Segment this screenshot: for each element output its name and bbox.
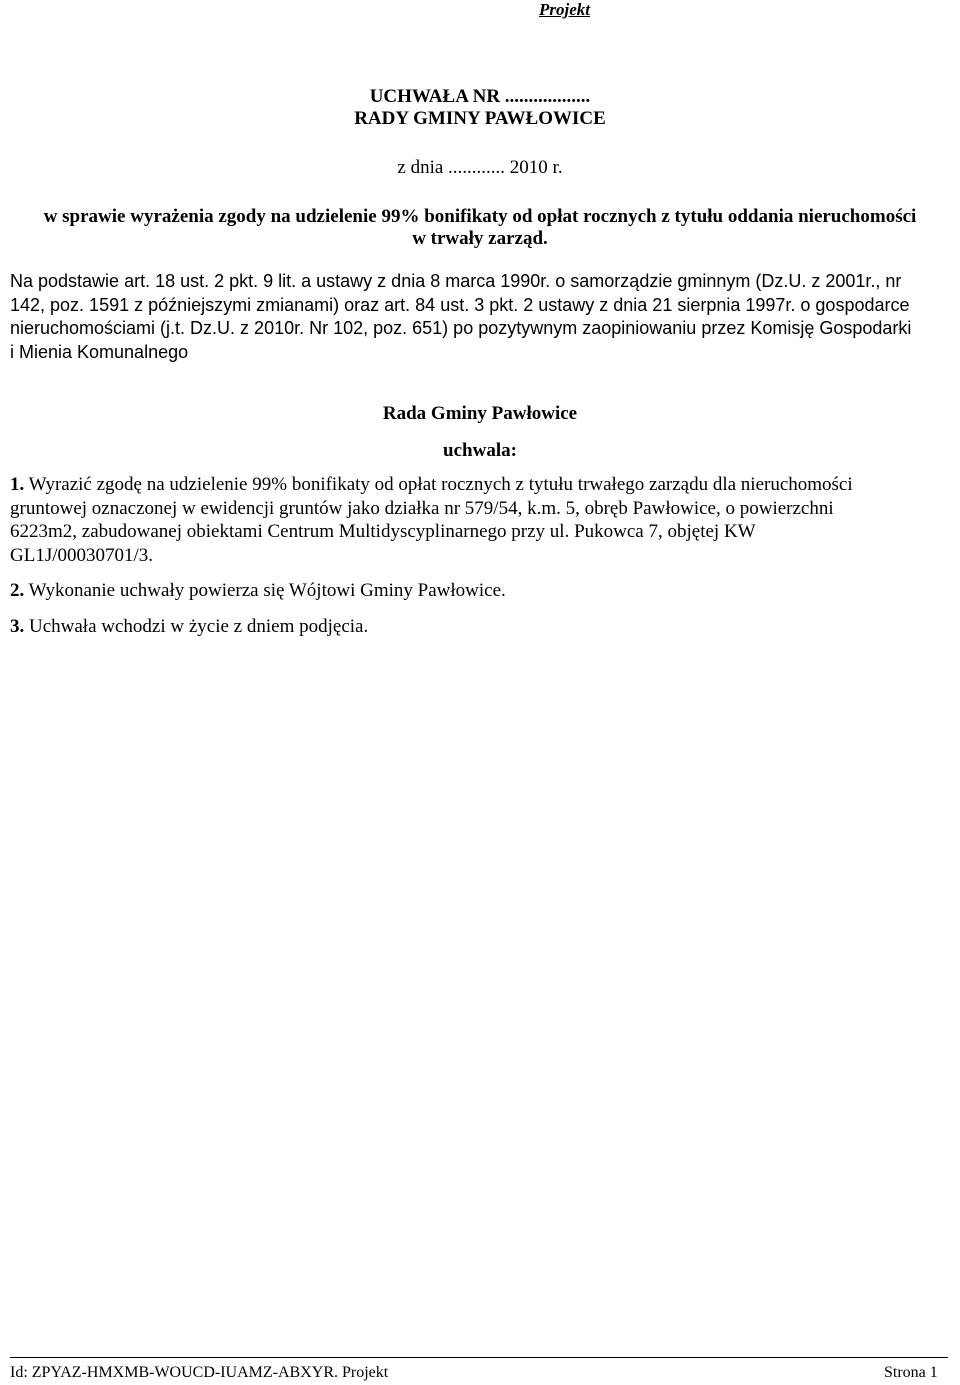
footer-divider (10, 1357, 948, 1358)
subject-line-1: w sprawie wyrażenia zgody na udzielenie 99% bonifikaty od opłat rocznych z tytułu oddania nieruchomości (43, 206, 917, 227)
council-heading: Rada Gminy Pawłowice (382, 403, 578, 424)
legal-basis-line: 142, poz. 1591 z późniejszymi zmianami) oraz art. 84 ust. 3 pkt. 2 ustawy z dnia 21 sierpnia 1997r. o gospodarce (10, 294, 910, 315)
paragraph-number: 3. (10, 616, 25, 637)
paragraph-text: gruntowej oznaczonej w ewidencji gruntów jako działka nr 579/54, k.m. 5, obręb Pawłowice, o powierzchni (10, 497, 834, 519)
paragraph-2 (10, 579, 953, 603)
resolution-date: z dnia ............ 2010 r. (397, 157, 563, 178)
council-title: RADY GMINY PAWŁOWICE (354, 108, 606, 129)
paragraph-1 (10, 473, 953, 567)
paragraph-text: GL1J/00030701/3. (10, 544, 154, 566)
legal-basis (10, 270, 953, 364)
resolution-title: UCHWAŁA NR .................. (369, 86, 591, 107)
paragraph-number: 2. (10, 580, 25, 601)
paragraph-text: Wykonanie uchwały powierza się Wójtowi Gminy Pawłowice. (28, 580, 506, 601)
legal-basis-line: Na podstawie art. 18 ust. 2 pkt. 9 lit. a ustawy z dnia 8 marca 1990r. o samorządzie gminnym (Dz.U. z 2001r., nr (10, 271, 902, 291)
legal-basis-line: i Mienia Komunalnego (10, 341, 189, 362)
paragraph-text: Wyrazić zgodę na udzielenie 99% bonifikaty od opłat rocznych z tytułu trwałego zarządu dla nieruchomości (28, 474, 853, 495)
page-number: Strona 1 (884, 1364, 938, 1381)
legal-basis-line: nieruchomościami (j.t. Dz.U. z 2010r. Nr 102, poz. 651) po pozytywnym zaopiniowaniu przez Komisję Gospodarki (10, 318, 912, 338)
resolves-heading: uchwala: (443, 440, 517, 461)
draft-label: Projekt (539, 0, 590, 19)
paragraph-text: Uchwała wchodzi w życie z dniem podjęcia. (29, 616, 369, 637)
paragraph-number: 1. (10, 474, 25, 495)
document-id: Id: ZPYAZ-HMXMB-WOUCD-IUAMZ-ABXYR. Projekt (10, 1364, 389, 1381)
paragraph-text: 6223m2, zabudowanej obiektami Centrum Multidyscyplinarnego przy ul. Pukowca 7, objętej KW (10, 521, 756, 542)
subject-line-2: w trwały zarząd. (412, 228, 548, 249)
paragraph-3 (10, 615, 953, 639)
